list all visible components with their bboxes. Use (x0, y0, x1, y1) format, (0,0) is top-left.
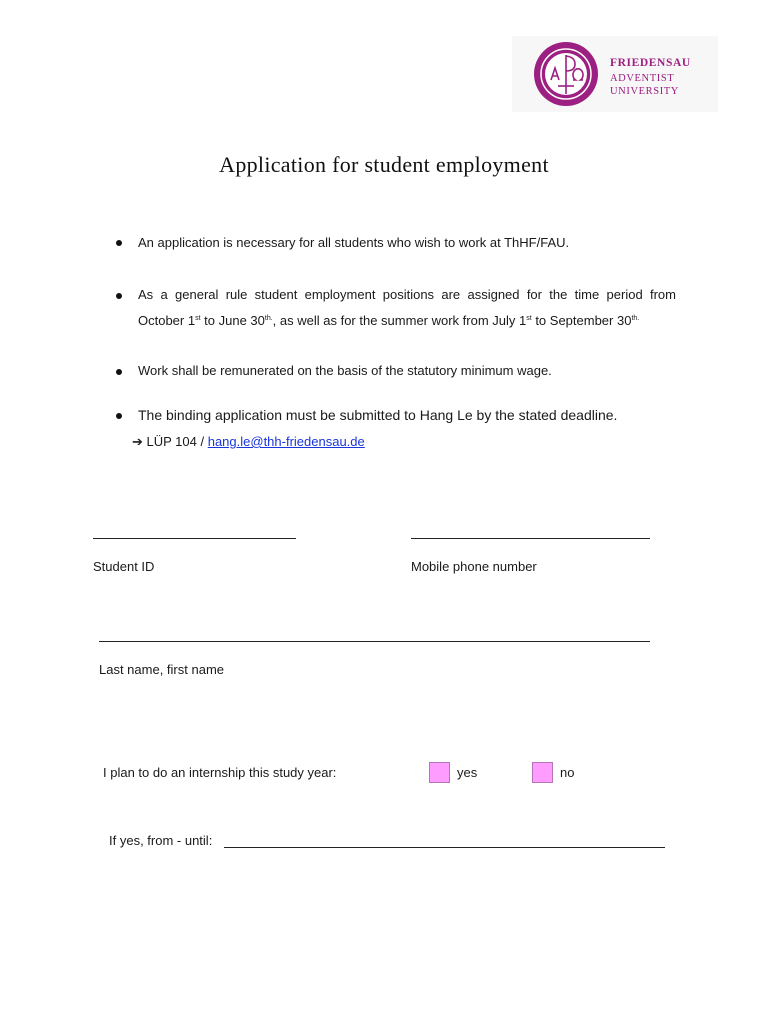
bullet-application-required: An application is necessary for all students who wish to work at ThHF/FAU. (138, 235, 570, 250)
internship-period-label: If yes, from - until: (109, 833, 213, 848)
internship-question: I plan to do an internship this study year: (103, 765, 337, 780)
room-number: LÜP 104 / (142, 434, 208, 449)
friedensau-logo (512, 36, 718, 112)
svg-text:UNIVERSITY: UNIVERSITY (610, 86, 679, 97)
internship-no-checkbox[interactable] (532, 762, 553, 783)
internship-yes-checkbox[interactable] (429, 762, 450, 783)
student-id-field[interactable] (93, 538, 296, 539)
superscript: th. (264, 315, 273, 322)
name-label: Last name, first name (99, 662, 224, 677)
chi-rho-alpha-omega-icon (534, 42, 598, 106)
name-field[interactable] (99, 641, 650, 642)
text-segment: , as well as for the summer work from July 1 (272, 313, 527, 328)
internship-period-field[interactable] (224, 847, 665, 848)
bullet-marker (116, 293, 122, 299)
contact-line (132, 434, 365, 450)
internship-no-label: no (560, 765, 575, 780)
bullet-marker (116, 413, 122, 419)
bullet-time-period-line2 (138, 313, 639, 328)
text-segment: October 1 (138, 313, 196, 328)
svg-text:ADVENTIST: ADVENTIST (610, 73, 675, 84)
mobile-phone-field[interactable] (411, 538, 650, 539)
superscript: st (526, 315, 532, 322)
arrow-right-icon: ➔ (132, 434, 143, 449)
mobile-phone-label: Mobile phone number (411, 559, 537, 574)
student-id-label: Student ID (93, 559, 155, 574)
superscript: th. (631, 315, 640, 322)
bullet-marker (116, 369, 122, 375)
internship-yes-label: yes (457, 765, 478, 780)
text-segment: to September 30 (531, 313, 632, 328)
bullet-time-period-line1: As a general rule student employment positions are assigned for the time period from (138, 287, 676, 302)
page-title: Application for student employment (219, 152, 549, 177)
bullet-submit-deadline: The binding application must be submitted to Hang Le by the stated deadline. (138, 407, 618, 423)
bullet-marker (116, 240, 122, 246)
text-segment: to June 30 (200, 313, 265, 328)
svg-text:FRIEDENSAU: FRIEDENSAU (610, 57, 691, 69)
superscript: st (195, 315, 201, 322)
bullet-minimum-wage: Work shall be remunerated on the basis of the statutory minimum wage. (138, 363, 552, 378)
email-link[interactable]: hang.le@thh-friedensau.de (207, 434, 365, 449)
